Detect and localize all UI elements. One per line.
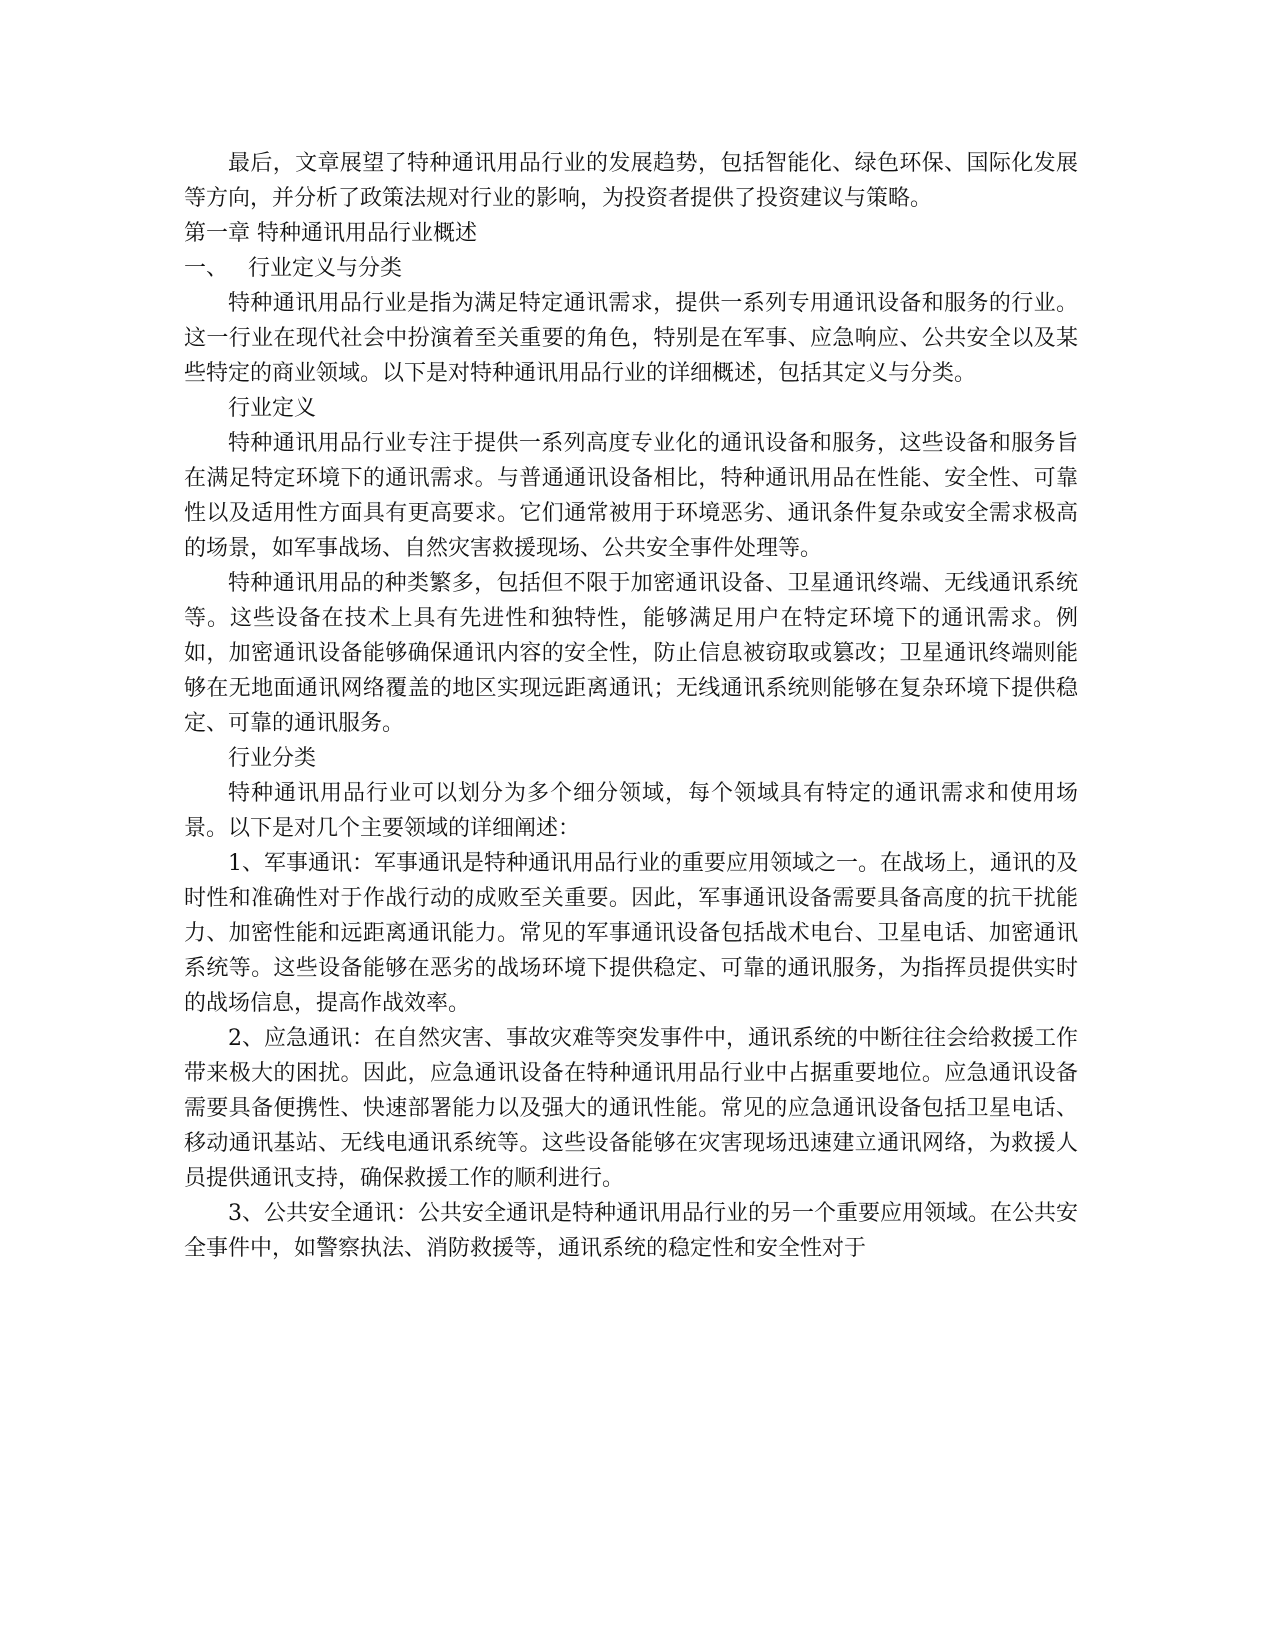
chapter-title: 第一章 特种通讯用品行业概述 bbox=[184, 221, 477, 246]
classification-heading: 行业分类 bbox=[228, 746, 317, 771]
definition-paragraph: 特种通讯用品的种类繁多，包括但不限于加密通讯设备、卫星通讯终端、无线通讯系统等。这些设备在技术上具有先进性和独特性，能够满足用户在特定环境下的通讯需求。例如，加密通讯设备能够确保通讯内容的安全性，防止信息被窃取或篡改；卫星通讯终端则能够在无地面通讯网络覆盖的地区实现远距离通讯；无线通讯系统则能够在复杂环境下提供稳定、可靠的通讯服务。 bbox=[184, 571, 1078, 736]
classification-item-emergency: 2、应急通讯：在自然灾害、事故灾难等突发事件中，通讯系统的中断往往会给救援工作带来极大的困扰。因此，应急通讯设备在特种通讯用品行业中占据重要地位。应急通讯设备需要具备便携性、快速部署能力以及强大的通讯性能。常见的应急通讯设备包括卫星电话、移动通讯基站、无线电通讯系统等。这些设备能够在灾害现场迅速建立通讯网络，为救援人员提供通讯支持，确保救援工作的顺利进行。 bbox=[184, 1026, 1078, 1191]
intro-paragraph: 最后，文章展望了特种通讯用品行业的发展趋势，包括智能化、绿色环保、国际化发展等方向，并分析了政策法规对行业的影响，为投资者提供了投资建议与策略。 bbox=[184, 151, 1078, 211]
section-number: 一、 bbox=[184, 256, 229, 281]
definition-heading: 行业定义 bbox=[228, 396, 317, 421]
classification-item-public-safety: 3、公共安全通讯：公共安全通讯是特种通讯用品行业的另一个重要应用领域。在公共安全事件中，如警察执法、消防救援等，通讯系统的稳定性和安全性对于 bbox=[184, 1201, 1078, 1261]
document-page bbox=[184, 146, 1078, 1266]
classification-item-military: 1、军事通讯：军事通讯是特种通讯用品行业的重要应用领域之一。在战场上，通讯的及时性和准确性对于作战行动的成败至关重要。因此，军事通讯设备需要具备高度的抗干扰能力、加密性能和远距离通讯能力。常见的军事通讯设备包括战术电台、卫星电话、加密通讯系统等。这些设备能够在恶劣的战场环境下提供稳定、可靠的通讯服务，为指挥员提供实时的战场信息，提高作战效率。 bbox=[184, 851, 1078, 1016]
classification-intro-paragraph: 特种通讯用品行业可以划分为多个细分领域，每个领域具有特定的通讯需求和使用场景。以下是对几个主要领域的详细阐述： bbox=[184, 781, 1078, 841]
section-heading bbox=[184, 251, 1078, 286]
section-intro-paragraph: 特种通讯用品行业是指为满足特定通讯需求，提供一系列专用通讯设备和服务的行业。这一行业在现代社会中扮演着至关重要的角色，特别是在军事、应急响应、公共安全以及某些特定的商业领域。以下是对特种通讯用品行业的详细概述，包括其定义与分类。 bbox=[184, 291, 1078, 386]
section-title: 行业定义与分类 bbox=[248, 256, 403, 281]
definition-paragraph: 特种通讯用品行业专注于提供一系列高度专业化的通讯设备和服务，这些设备和服务旨在满足特定环境下的通讯需求。与普通通讯设备相比，特种通讯用品在性能、安全性、可靠性以及适用性方面具有更高要求。它们通常被用于环境恶劣、通讯条件复杂或安全需求极高的场景，如军事战场、自然灾害救援现场、公共安全事件处理等。 bbox=[184, 431, 1078, 561]
